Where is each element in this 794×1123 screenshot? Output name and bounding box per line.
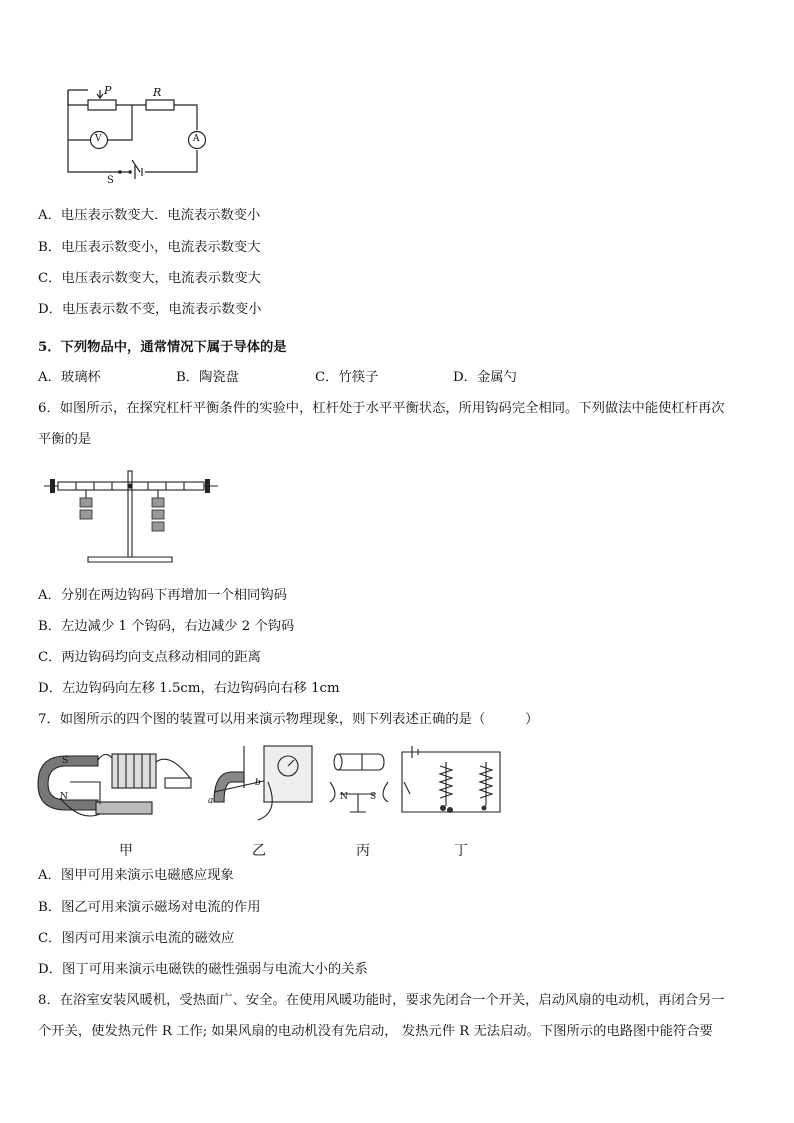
q8-line2: 个开关，使发热元件 R 工作; 如果风扇的电动机没有先启动， 发热元件 R 无法启动。下图所示的电路图中能符合要 <box>38 1024 713 1039</box>
q7-option-a: A．图甲可用来演示电磁感应现象 <box>38 868 234 883</box>
q4-option-d: D．电压表示数不变，电流表示数变小 <box>38 302 262 317</box>
label-s: S <box>107 175 114 186</box>
q5-option-c: C．竹筷子 <box>315 370 379 385</box>
q4-option-b: B．电压表示数变小，电流表示数变大 <box>38 240 261 255</box>
label-p: P <box>104 84 112 97</box>
q6-option-b: B．左边减少 1 个钩码，右边减少 2 个钩码 <box>38 619 295 634</box>
q7-option-d: D．图丁可用来演示电磁铁的磁性强弱与电流大小的关系 <box>38 962 368 977</box>
q6-stem-line2: 平衡的是 <box>38 432 92 447</box>
q5-option-d: D．金属勺 <box>453 370 517 385</box>
q7-option-c: C．图丙可用来演示电流的磁效应 <box>38 931 235 946</box>
q8-line1: 8．在浴室安装风暖机，受热面广、安全。在使用风暖功能时，要求先闭合一个开关，启动风扇的电动机，再闭合另一 <box>38 993 725 1008</box>
q4-option-c: C．电压表示数变大，电流表示数变大 <box>38 271 261 286</box>
fig-label-yi: 乙 <box>252 843 266 859</box>
q6-option-a: A．分别在两边钩码下再增加一个相同钩码 <box>38 588 287 603</box>
lever-diagram <box>0 465 794 585</box>
q6-option-c: C．两边钩码均向支点移动相同的距离 <box>38 650 261 665</box>
q7-option-b: B．图乙可用来演示磁场对电流的作用 <box>38 900 261 915</box>
fig-label-jia: 甲 <box>119 843 133 859</box>
label-r: R <box>153 86 162 99</box>
fig-yi-a: a <box>208 796 214 806</box>
q5-option-b: B．陶瓷盘 <box>176 370 239 385</box>
fig-label-bing: 丙 <box>356 843 370 859</box>
q6-option-d: D．左边钩码向左移 1.5cm，右边钩码向右移 1cm <box>38 681 340 696</box>
circuit-diagram <box>0 0 794 200</box>
fig-yi-b: b <box>255 778 261 788</box>
q4-option-a: A．电压表示数变大．电流表示数变小 <box>38 208 261 223</box>
fig-bing-n: N <box>340 792 348 802</box>
fig-bing-s: S <box>370 792 377 802</box>
fig-jia-s: S <box>62 756 69 766</box>
fig-label-ding: 丁 <box>454 843 468 859</box>
q7-stem: 7．如图所示的四个图的装置可以用来演示物理现象，则下列表述正确的是（ ） <box>38 712 539 727</box>
q5-option-a: A．玻璃杯 <box>38 370 101 385</box>
q5-stem: 5．下列物品中，通常情况下属于导体的是 <box>38 340 287 355</box>
q6-stem-line1: 6．如图所示，在探究杠杆平衡条件的实验中，杠杆处于水平平衡状态，所用钩码完全相同。下列做法中能使杠杆再次 <box>38 401 725 416</box>
q7-figures <box>0 742 794 832</box>
label-a: A <box>193 134 200 144</box>
label-v: V <box>95 134 102 144</box>
fig-jia-n: N <box>60 792 68 802</box>
